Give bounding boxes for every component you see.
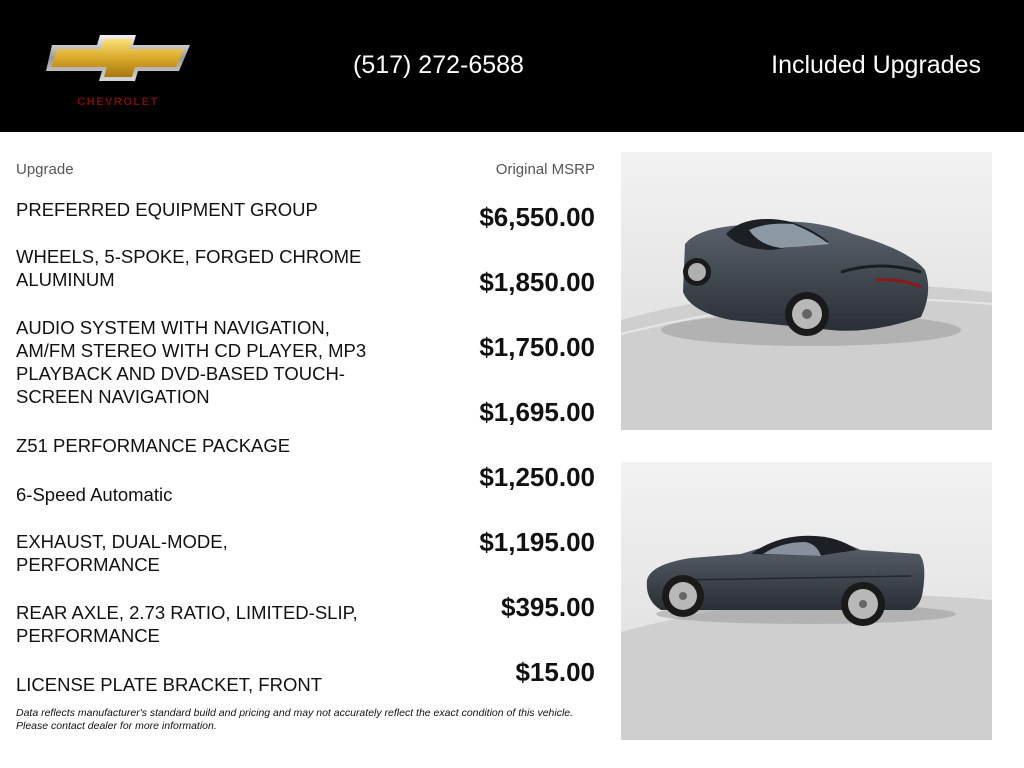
brand-wordmark: CHEVROLET <box>77 96 159 108</box>
price-value: $1,195.00 <box>479 527 595 557</box>
price-value: $1,850.00 <box>479 267 595 297</box>
upgrade-item: 6-Speed Automatic <box>16 484 173 505</box>
upgrade-item: EXHAUST, DUAL-MODE, PERFORMANCE <box>16 531 228 575</box>
column-header-upgrade: Upgrade <box>16 161 74 178</box>
price-value: $1,750.00 <box>479 332 595 362</box>
price-value: $1,695.00 <box>479 397 595 427</box>
price-value: $15.00 <box>515 657 595 687</box>
page-title: Included Upgrades <box>771 51 981 79</box>
price-value: $1,250.00 <box>479 462 595 492</box>
column-header-msrp: Original MSRP <box>495 161 595 178</box>
dealer-phone[interactable]: (517) 272-6588 <box>353 51 524 79</box>
price-value: $395.00 <box>501 592 595 622</box>
upgrade-item: Z51 PERFORMANCE PACKAGE <box>16 435 291 456</box>
upgrade-item: AUDIO SYSTEM WITH NAVIGATION, AM/FM STEREO WITH CD PLAYER, MP3 PLAYBACK AND DVD-BASED TOUCH-SCREEN NAVIGATION <box>16 317 367 407</box>
upgrade-item: LICENSE PLATE BRACKET, FRONT <box>16 674 322 695</box>
upgrade-item: PREFERRED EQUIPMENT GROUP <box>16 199 318 220</box>
chevrolet-logo-icon[interactable] <box>44 32 192 112</box>
upgrade-item: REAR AXLE, 2.73 RATIO, LIMITED-SLIP, PERFORMANCE <box>16 602 358 646</box>
upgrade-item: WHEELS, 5-SPOKE, FORGED CHROME ALUMINUM <box>16 246 362 290</box>
vehicle-photo-side[interactable] <box>621 462 992 740</box>
price-value: $6,550.00 <box>479 202 595 232</box>
header-bar <box>0 0 1024 132</box>
vehicle-photo-front[interactable] <box>621 152 992 430</box>
disclaimer-text: Data reflects manufacturer's standard build and pricing and may not accurately reflect the exact condition of this vehicle. Please contact dealer for more information. <box>16 707 574 732</box>
